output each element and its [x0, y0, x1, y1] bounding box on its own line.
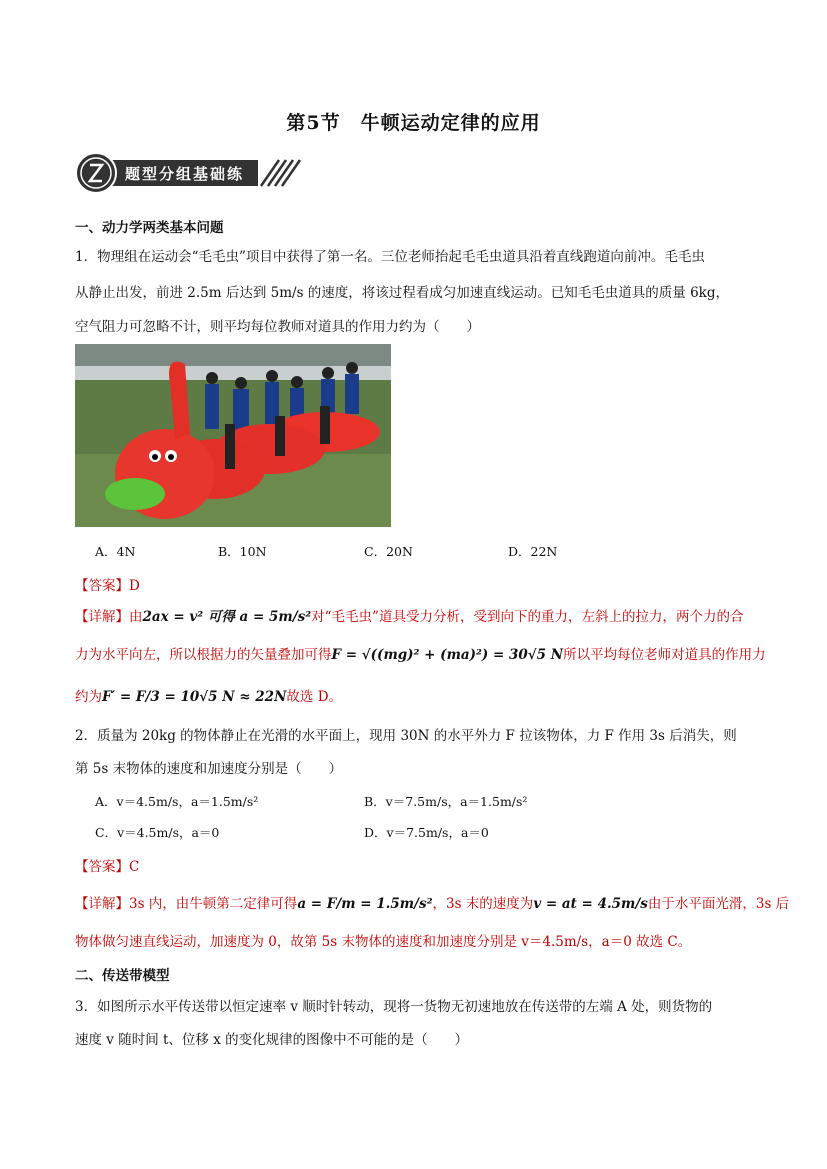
section-banner [75, 152, 305, 194]
q1-detail-text: 对“毛毛虫”道具受力分析，受到向下的重力，左斜上的拉力，两个力的合 [311, 609, 744, 625]
q2-text-line2: 第 5s 末物体的速度和加速度分别是（ ） [75, 761, 343, 777]
page-title: 第5节 牛顿运动定律的应用 [286, 112, 541, 134]
q1-text-line2: 从静止出发，前进 2.5m 后达到 5m/s 的速度，将该过程看成匀加速直线运动。已知毛毛虫道具的质量 6kg， [75, 285, 730, 301]
q1-option-d[interactable]: D．22N [508, 544, 558, 559]
q1-detail-line3 [75, 685, 342, 705]
q2-detail-text: 由于水平面光滑，3s 后 [647, 896, 790, 912]
q1-detail-text: 力为水平向左，所以根据力的矢量叠加可得 [75, 647, 332, 663]
q1-option-a[interactable]: A．4N [95, 544, 136, 559]
q2-option-a[interactable]: A．v＝4.5m/s，a＝1.5m/s² [95, 794, 259, 809]
q1-detail-text: 由 [129, 609, 143, 625]
q1-answer-tag: 【答案】 [75, 578, 129, 594]
q2-detail-line1 [75, 892, 789, 912]
q2-detail-text: ，3s 末的速度为 [432, 896, 534, 912]
q1-option-c[interactable]: C．20N [364, 544, 413, 559]
q2-answer-value: C [129, 859, 140, 875]
q1-answer [75, 574, 140, 594]
q1-detail-line1 [75, 605, 743, 625]
q1-text-line1: 1．物理组在运动会“毛毛虫”项目中获得了第一名。三位老师抬起毛毛虫道具沿着直线跑道向前冲。毛毛虫 [75, 249, 705, 265]
q2-detail-tag: 【详解】 [75, 896, 129, 912]
q2-detail-line2: 物体做匀速直线运动，加速度为 0，故第 5s 末物体的速度和加速度分别是 v＝4.5m/s，a＝0 故选 C。 [75, 934, 692, 950]
q1-detail-text: 故选 D。 [286, 689, 343, 705]
q1-detail-text: 所以平均每位老师对道具的作用力 [563, 647, 766, 663]
q1-detail-line2 [75, 643, 766, 663]
q3-text-line2: 速度 v 随时间 t、位移 x 的变化规律的图像中不可能的是（ ） [75, 1032, 469, 1048]
q2-answer-tag: 【答案】 [75, 859, 129, 875]
q1-answer-value: D [129, 578, 140, 594]
q1-formula-2: F = √((mg)² + (ma)²) = 30√5 N [331, 647, 564, 663]
section-heading-2: 二、传送带模型 [75, 968, 170, 984]
q2-option-d[interactable]: D．v＝7.5m/s，a＝0 [364, 825, 489, 840]
q1-option-b[interactable]: B．10N [218, 544, 267, 559]
q2-formula-2: v = at = 4.5m/s [533, 896, 648, 912]
q2-detail-text: 3s 内，由牛顿第二定律可得 [129, 896, 298, 912]
q1-text-line3: 空气阻力可忽略不计，则平均每位教师对道具的作用力约为（ ） [75, 319, 480, 335]
q2-option-c[interactable]: C．v＝4.5m/s，a＝0 [95, 825, 220, 840]
q1-detail-tag: 【详解】 [75, 609, 129, 625]
section-heading-1: 一、动力学两类基本问题 [75, 220, 224, 236]
q2-formula-1: a = F/m = 1.5m/s² [297, 896, 433, 912]
q1-formula-3: F′ = F/3 = 10√5 N ≈ 22N [102, 689, 287, 705]
q3-text-line1: 3．如图所示水平传送带以恒定速率 v 顺时针转动，现将一货物无初速地放在传送带的左端 A 处，则货物的 [75, 999, 713, 1015]
q1-detail-text: 约为 [75, 689, 102, 705]
q1-formula-1: 2ax = v² 可得 a = 5m/s² [142, 609, 312, 625]
q2-option-b[interactable]: B．v＝7.5m/s，a＝1.5m/s² [364, 794, 528, 809]
caterpillar-photo [75, 344, 391, 527]
q2-text-line1: 2．质量为 20kg 的物体静止在光滑的水平面上，现用 30N 的水平外力 F 拉该物体，力 F 作用 3s 后消失，则 [75, 728, 737, 744]
banner-label: 题型分组基础练 [125, 165, 245, 183]
q2-answer [75, 855, 139, 875]
